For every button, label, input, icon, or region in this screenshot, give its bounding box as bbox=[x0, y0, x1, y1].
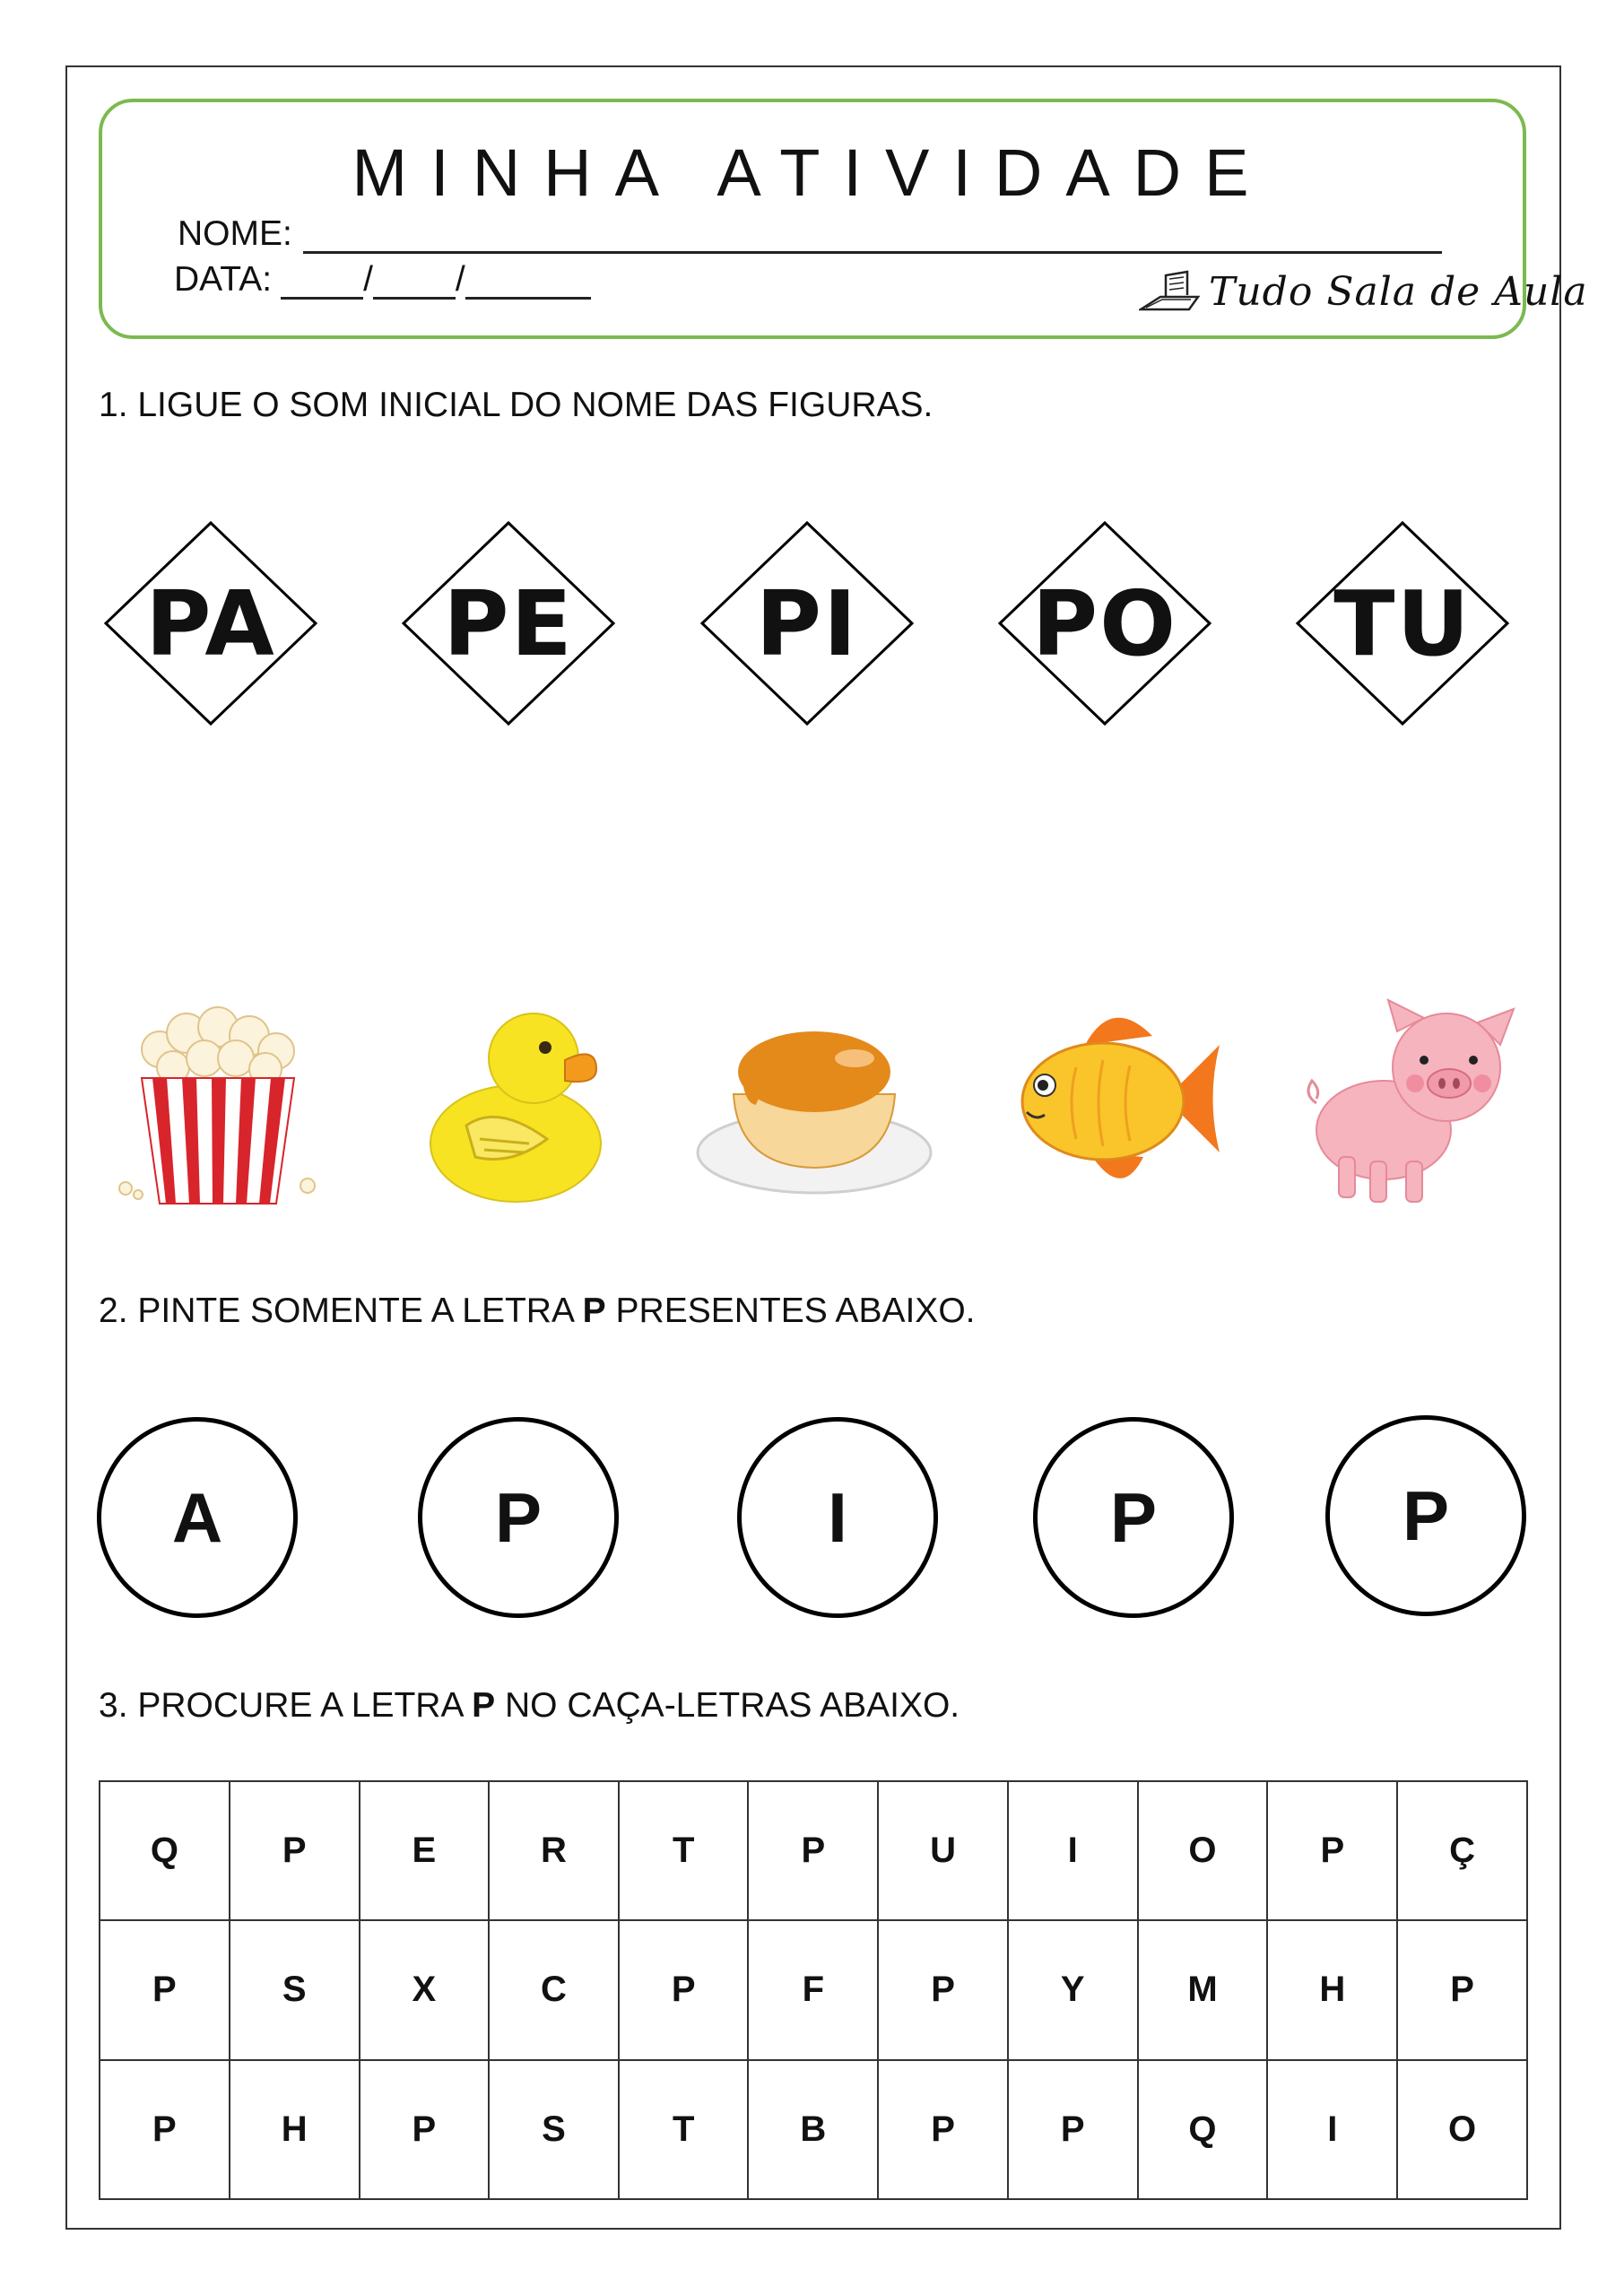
grid-cell[interactable]: P bbox=[360, 2060, 490, 2199]
date-slash: / bbox=[363, 260, 373, 299]
syllable-diamond[interactable] bbox=[103, 520, 318, 726]
syllable-row bbox=[0, 520, 1624, 726]
book-laptop-icon bbox=[1139, 270, 1202, 315]
page-title: MINHA ATIVIDADE bbox=[352, 135, 1272, 210]
grid-cell[interactable]: T bbox=[619, 1781, 749, 1920]
grid-cell[interactable]: P bbox=[619, 1920, 749, 2059]
question-2-prefix: 2. PINTE SOMENTE A LETRA bbox=[99, 1292, 583, 1330]
grid-row bbox=[100, 2060, 1527, 2199]
fish-icon bbox=[1004, 996, 1229, 1211]
grid-cell[interactable]: P bbox=[878, 1920, 1008, 2059]
name-blank-line[interactable] bbox=[303, 213, 1442, 254]
question-3-text bbox=[99, 1686, 960, 1726]
grid-cell[interactable]: X bbox=[360, 1920, 490, 2059]
grid-cell[interactable]: S bbox=[489, 2060, 619, 2199]
grid-cell[interactable]: P bbox=[1397, 1920, 1527, 2059]
grid-cell[interactable]: H bbox=[1267, 1920, 1397, 2059]
grid-cell[interactable]: R bbox=[489, 1781, 619, 1920]
flan-picture[interactable] bbox=[693, 996, 935, 1211]
syllable-diamond[interactable] bbox=[1295, 520, 1510, 726]
grid-cell[interactable]: S bbox=[230, 1920, 360, 2059]
grid-cell[interactable]: Q bbox=[100, 1781, 230, 1920]
grid-cell[interactable]: I bbox=[1267, 2060, 1397, 2199]
grid-cell[interactable]: M bbox=[1138, 1920, 1268, 2059]
syllable-label: TU bbox=[1333, 570, 1472, 676]
grid-cell[interactable]: H bbox=[230, 2060, 360, 2199]
brand-logo-text: Tudo Sala de Aula bbox=[1209, 269, 1588, 315]
pig-picture[interactable] bbox=[1298, 996, 1523, 1211]
grid-cell[interactable]: Y bbox=[1008, 1920, 1138, 2059]
date-month-blank[interactable] bbox=[373, 263, 456, 300]
grid-cell[interactable]: C bbox=[489, 1920, 619, 2059]
question-2-suffix: PRESENTES ABAIXO. bbox=[605, 1292, 976, 1330]
date-day-blank[interactable] bbox=[281, 263, 363, 300]
letter-circle[interactable]: P bbox=[1325, 1415, 1526, 1616]
pig-icon bbox=[1298, 996, 1523, 1211]
grid-cell[interactable]: E bbox=[360, 1781, 490, 1920]
grid-cell[interactable]: P bbox=[1008, 2060, 1138, 2199]
syllable-diamond[interactable] bbox=[997, 520, 1212, 726]
syllable-label: PA bbox=[145, 570, 276, 676]
question-2-text bbox=[99, 1292, 976, 1331]
grid-row bbox=[100, 1920, 1527, 2059]
brand-logo bbox=[1139, 269, 1588, 315]
grid-cell[interactable]: O bbox=[1397, 2060, 1527, 2199]
grid-cell[interactable]: P bbox=[230, 1781, 360, 1920]
letter-circle[interactable]: P bbox=[1033, 1417, 1234, 1618]
grid-row bbox=[100, 1781, 1527, 1920]
grid-cell[interactable]: I bbox=[1008, 1781, 1138, 1920]
flan-icon bbox=[693, 996, 935, 1211]
grid-cell[interactable]: P bbox=[748, 1781, 878, 1920]
grid-cell[interactable]: Q bbox=[1138, 2060, 1268, 2199]
syllable-label: PI bbox=[755, 570, 859, 676]
date-label: DATA: bbox=[174, 260, 273, 299]
syllable-label: PO bbox=[1031, 570, 1178, 676]
question-2-letter: P bbox=[582, 1292, 606, 1330]
question-3-letter: P bbox=[472, 1686, 496, 1725]
syllable-diamond[interactable] bbox=[401, 520, 616, 726]
grid-cell[interactable]: P bbox=[100, 2060, 230, 2199]
grid-cell[interactable]: P bbox=[1267, 1781, 1397, 1920]
popcorn-icon bbox=[106, 996, 330, 1211]
grid-cell[interactable]: P bbox=[100, 1920, 230, 2059]
date-year-blank[interactable] bbox=[465, 263, 591, 300]
duck-icon bbox=[413, 996, 637, 1211]
question-3-suffix: NO CAÇA-LETRAS ABAIXO. bbox=[495, 1686, 960, 1725]
grid-cell[interactable]: U bbox=[878, 1781, 1008, 1920]
grid-cell[interactable]: B bbox=[748, 2060, 878, 2199]
name-label: NOME: bbox=[178, 214, 292, 253]
grid-cell[interactable]: T bbox=[619, 2060, 749, 2199]
letter-circle[interactable]: I bbox=[737, 1417, 938, 1618]
syllable-diamond[interactable] bbox=[699, 520, 915, 726]
name-field bbox=[178, 213, 1442, 254]
question-1-text: 1. LIGUE O SOM INICIAL DO NOME DAS FIGURAS. bbox=[99, 386, 934, 424]
letter-circle[interactable]: A bbox=[97, 1417, 298, 1618]
grid-cell[interactable]: P bbox=[878, 2060, 1008, 2199]
popcorn-picture[interactable] bbox=[106, 996, 330, 1211]
syllable-label: PE bbox=[443, 570, 574, 676]
letter-circle[interactable]: P bbox=[418, 1417, 619, 1618]
date-field bbox=[174, 260, 591, 300]
duck-picture[interactable] bbox=[413, 996, 637, 1211]
date-slash: / bbox=[455, 260, 465, 299]
grid-cell[interactable]: F bbox=[748, 1920, 878, 2059]
grid-cell[interactable]: O bbox=[1138, 1781, 1268, 1920]
fish-picture[interactable] bbox=[1004, 996, 1229, 1211]
question-3-prefix: 3. PROCURE A LETRA bbox=[99, 1686, 473, 1725]
letter-search-grid bbox=[99, 1780, 1528, 2200]
grid-cell[interactable]: Ç bbox=[1397, 1781, 1527, 1920]
